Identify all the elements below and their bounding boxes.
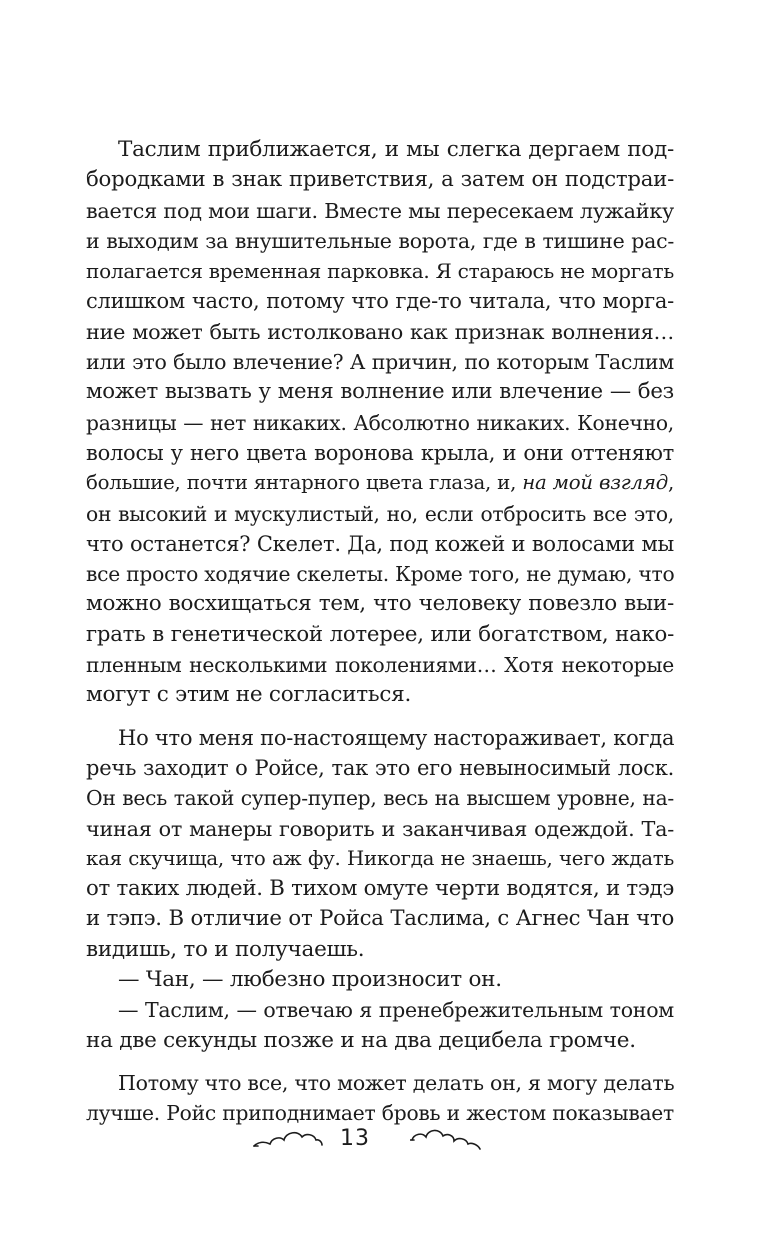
text-line: вается под мои шаги. Вместе мы пересекаем лужайку bbox=[86, 198, 674, 223]
paragraph bbox=[86, 723, 674, 965]
text-line: кая скучища, что аж фу. Никогда не знаешь, чего ждать bbox=[86, 846, 674, 870]
text-line-with-italic: большие, почти янтарного цвета глаза, и, на мой взгляд, bbox=[86, 471, 674, 495]
cloud-icon bbox=[410, 1124, 482, 1154]
text-line: — Таслим, — отвечаю я пренебрежительным тоном bbox=[118, 998, 674, 1023]
text-line: и выходим за внушительные ворота, где в тишине рас- bbox=[86, 228, 674, 253]
text-line: разницы — нет никаких. Абсолютно никаких. Конечно, bbox=[86, 410, 674, 435]
text-line: могут с этим не согласиться. bbox=[86, 682, 412, 708]
body-text bbox=[86, 135, 674, 1129]
text-line: Таслим приближается, и мы слегка дергаем под- bbox=[118, 137, 674, 162]
text-line: Он весь такой супер-пупер, весь на высшем уровне, на- bbox=[86, 786, 674, 811]
text-line: волосы у него цвета воронова крыла, и они оттеняют bbox=[86, 440, 674, 465]
page-footer bbox=[0, 1120, 768, 1164]
text-line: или это было влечение? А причин, по которым Таслим bbox=[86, 350, 674, 375]
text-line: можно восхищаться тем, что человеку повезло выи- bbox=[86, 591, 674, 617]
text-line: — Чан, — любезно произносит он. bbox=[118, 967, 502, 993]
text-line: и тэпэ. В отличие от Ройса Таслима, с Агнес Чан что bbox=[86, 906, 674, 932]
text-line: лучше. Ройс приподнимает бровь и жестом показывает bbox=[86, 1101, 674, 1126]
text-line: чиная от манеры говорить и заканчивая одеждой. Та- bbox=[86, 816, 674, 841]
text-line: Потому что все, что может делать он, я могу делать bbox=[118, 1070, 675, 1095]
text-line: от таких людей. В тихом омуте черти водятся, и тэдэ bbox=[86, 876, 675, 902]
text-line: он высокий и мускулистый, но, если отбросить все это, bbox=[86, 501, 674, 526]
text-line: слишком часто, потому что где-то читала, что морга- bbox=[86, 289, 674, 314]
text-line: может вызвать у меня волнение или влечение — без bbox=[86, 379, 674, 405]
text-line: на две секунды позже и на два децибела громче. bbox=[86, 1027, 636, 1053]
text-line: полагается временная парковка. Я стараюсь не моргать bbox=[86, 259, 674, 284]
page-number: 13 bbox=[340, 1126, 370, 1151]
text-line: видишь, то и получаешь. bbox=[86, 936, 365, 962]
dialogue-paragraph bbox=[86, 965, 674, 995]
dialogue-paragraph bbox=[86, 995, 674, 1056]
text-line: грать в генетической лотерее, или богатством, нако- bbox=[86, 621, 674, 647]
text-line: Но что меня по-настоящему настораживает, когда bbox=[118, 725, 675, 750]
text-line: бородками в знак приветствия, а затем он подстраи- bbox=[86, 167, 674, 193]
cloud-icon bbox=[252, 1124, 324, 1154]
text-line: речь заходит о Ройсе, так это его невыносимый лоск. bbox=[86, 755, 674, 780]
text-line: что останется? Скелет. Да, под кожей и волосами мы bbox=[86, 531, 674, 556]
text-line: ние может быть истолковано как признак волнения… bbox=[86, 319, 674, 344]
text-line: все просто ходячие скелеты. Кроме того, не думаю, что bbox=[86, 562, 675, 587]
paragraph bbox=[86, 135, 674, 711]
text-line: пленным несколькими поколениями… Хотя некоторые bbox=[86, 653, 674, 678]
italic-phrase: на мой взгляд bbox=[522, 471, 668, 495]
